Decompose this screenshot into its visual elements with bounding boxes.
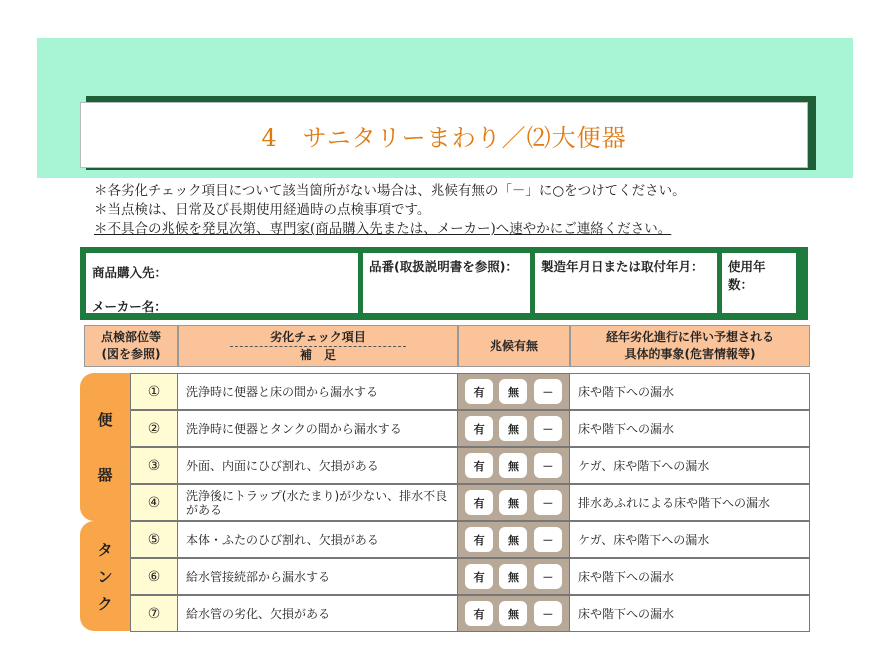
part-number-cell[interactable] — [363, 253, 530, 313]
sign-checkboxes — [458, 484, 570, 521]
sign-checkboxes — [458, 447, 570, 484]
table-row — [130, 558, 810, 595]
expected-result: 床や階下への漏水 — [570, 595, 810, 632]
sign-checkboxes — [458, 410, 570, 447]
check-item: 給水管の劣化、欠損がある — [178, 595, 458, 632]
check-item: 洗浄時に便器と床の間から漏水する — [178, 373, 458, 410]
notes — [94, 182, 814, 239]
row-number: ⑤ — [130, 521, 178, 558]
expected-result: ケガ、床や階下への漏水 — [570, 521, 810, 558]
option-no[interactable]: 無 — [499, 527, 527, 552]
table-row — [130, 484, 810, 521]
header-check-item: 劣化チェック項目 補 足 — [178, 325, 458, 367]
shop-label: 商品購入先： — [92, 265, 168, 280]
option-no[interactable]: 無 — [499, 416, 527, 441]
date-cell[interactable] — [535, 253, 717, 313]
option-na[interactable]: － — [534, 490, 562, 515]
expected-result: 床や階下への漏水 — [570, 410, 810, 447]
check-item: 給水管接続部から漏水する — [178, 558, 458, 595]
group-toilet-bowl: 便 器 — [80, 373, 130, 521]
option-yes[interactable]: 有 — [465, 490, 493, 515]
product-info-box — [80, 247, 808, 320]
sign-checkboxes — [458, 558, 570, 595]
table-row — [130, 521, 810, 558]
check-item: 洗浄後にトラップ(水たまり)が少ない、排水不良がある — [178, 484, 458, 521]
years-label: 使用年数： — [728, 259, 766, 292]
header-result: 経年劣化進行に伴い予想される 具体的事象(危害情報等) — [570, 325, 810, 367]
option-yes[interactable]: 有 — [465, 601, 493, 626]
note-2: ＊当点検は、日常及び長期使用経過時の点検事項です。 — [94, 202, 431, 218]
option-na[interactable]: － — [534, 416, 562, 441]
sign-checkboxes — [458, 373, 570, 410]
option-na[interactable]: － — [534, 453, 562, 478]
date-label: 製造年月日または取付年月： — [541, 259, 704, 274]
header-part: 点検部位等 (図を参照) — [84, 325, 178, 367]
check-item: 外面、内面にひび割れ、欠損がある — [178, 447, 458, 484]
maker-label: メーカー名： — [92, 299, 167, 314]
header-sign: 兆候有無 — [458, 325, 570, 367]
part-label: 品番(取扱説明書を参照)： — [369, 259, 518, 274]
sign-checkboxes — [458, 595, 570, 632]
table-row — [130, 373, 810, 410]
note-3: ＊不具合の兆候を発見次第、専門家(商品購入先または、メーカー)へ速やかにご連絡ください。 — [94, 221, 672, 237]
option-na[interactable]: － — [534, 527, 562, 552]
check-item: 本体・ふたのひび割れ、欠損がある — [178, 521, 458, 558]
option-yes[interactable]: 有 — [465, 416, 493, 441]
option-na[interactable]: － — [534, 601, 562, 626]
row-number: ⑥ — [130, 558, 178, 595]
page-title: 4 サニタリーまわり／⑵大便器 — [261, 123, 627, 152]
expected-result: 床や階下への漏水 — [570, 558, 810, 595]
table-row — [130, 410, 810, 447]
option-no[interactable]: 無 — [499, 564, 527, 589]
option-yes[interactable]: 有 — [465, 527, 493, 552]
option-no[interactable]: 無 — [499, 379, 527, 404]
table-header — [84, 325, 810, 367]
option-no[interactable]: 無 — [499, 490, 527, 515]
group-tank: タ ン ク — [80, 521, 130, 631]
option-no[interactable]: 無 — [499, 601, 527, 626]
expected-result: ケガ、床や階下への漏水 — [570, 447, 810, 484]
row-number: ② — [130, 410, 178, 447]
option-na[interactable]: － — [534, 379, 562, 404]
years-cell[interactable] — [722, 253, 796, 313]
sign-checkboxes — [458, 521, 570, 558]
check-item: 洗浄時に便器とタンクの間から漏水する — [178, 410, 458, 447]
option-yes[interactable]: 有 — [465, 453, 493, 478]
table-row — [130, 447, 810, 484]
title-box — [80, 102, 808, 168]
row-number: ① — [130, 373, 178, 410]
shop-maker-cell[interactable] — [86, 253, 358, 313]
note-1: ＊各劣化チェック項目について該当箇所がない場合は、兆候有無の「－」に○をつけてください。 — [94, 183, 686, 199]
expected-result: 排水あふれによる床や階下への漏水 — [570, 484, 810, 521]
table-row — [130, 595, 810, 632]
expected-result: 床や階下への漏水 — [570, 373, 810, 410]
option-no[interactable]: 無 — [499, 453, 527, 478]
row-number: ⑦ — [130, 595, 178, 632]
option-na[interactable]: － — [534, 564, 562, 589]
option-yes[interactable]: 有 — [465, 379, 493, 404]
row-number: ④ — [130, 484, 178, 521]
row-number: ③ — [130, 447, 178, 484]
option-yes[interactable]: 有 — [465, 564, 493, 589]
